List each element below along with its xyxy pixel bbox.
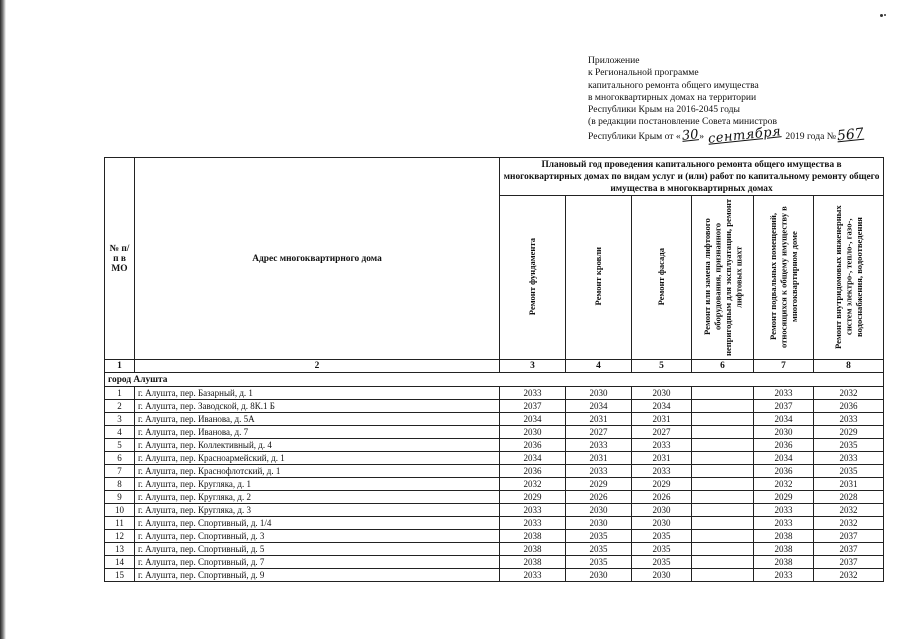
elevator-year-cell xyxy=(692,439,754,452)
basement-year-cell: 2029 xyxy=(754,491,814,504)
row-number-cell: 15 xyxy=(105,569,135,582)
basement-year-cell: 2038 xyxy=(754,543,814,556)
address-cell: г. Алушта, пер. Кругляка, д. 3 xyxy=(135,504,500,517)
column-number-row xyxy=(105,360,884,373)
roof-year-cell: 2033 xyxy=(566,439,632,452)
row-number-cell: 9 xyxy=(105,491,135,504)
roof-year-cell: 2031 xyxy=(566,413,632,426)
column-header-label: Ремонт фасада xyxy=(656,247,667,306)
elevator-year-cell xyxy=(692,387,754,400)
table-row xyxy=(105,569,884,582)
column-header-elevator xyxy=(692,196,754,360)
row-number-cell: 6 xyxy=(105,452,135,465)
column-number: 4 xyxy=(566,360,632,373)
elevator-year-cell xyxy=(692,400,754,413)
header-signature-line xyxy=(588,123,865,147)
table-row xyxy=(105,556,884,569)
engineering-year-cell: 2037 xyxy=(814,556,884,569)
row-number-cell: 2 xyxy=(105,400,135,413)
address-cell: г. Алушта, пер. Краснофлотский, д. 1 xyxy=(135,465,500,478)
address-cell: г. Алушта, пер. Иванова, д. 7 xyxy=(135,426,500,439)
foundation-year-cell: 2036 xyxy=(500,439,566,452)
foundation-year-cell: 2030 xyxy=(500,426,566,439)
roof-year-cell: 2027 xyxy=(566,426,632,439)
plan-year-header: Плановый год проведения капитального ремонта общего имущества в многоквартирных домах по видам услуг и (или) работ по капитальному ремонту общего имущества в многоквартирных домах xyxy=(500,158,884,196)
column-header-label: Ремонт фундамента xyxy=(527,237,538,316)
facade-year-cell: 2034 xyxy=(632,400,692,413)
header-line: капитального ремонта общего имущества xyxy=(588,79,759,91)
column-header-label: Ремонт внутридомовых инженерных систем электро-, тепло-, газо-, водоснабжения, водоотведения xyxy=(832,204,864,349)
address-cell: г. Алушта, пер. Спортивный, д. 7 xyxy=(135,556,500,569)
facade-year-cell: 2030 xyxy=(632,569,692,582)
facade-year-cell: 2033 xyxy=(632,439,692,452)
facade-year-cell: 2031 xyxy=(632,413,692,426)
column-number: 2 xyxy=(135,360,500,373)
row-number-cell: 8 xyxy=(105,478,135,491)
header-line: Республики Крым на 2016-2045 годы xyxy=(588,104,740,116)
roof-year-cell: 2026 xyxy=(566,491,632,504)
table-row xyxy=(105,387,884,400)
table-row xyxy=(105,504,884,517)
elevator-year-cell xyxy=(692,478,754,491)
facade-year-cell: 2035 xyxy=(632,543,692,556)
address-cell: г. Алушта, пер. Кругляка, д. 1 xyxy=(135,478,500,491)
header-line-suffix: 2019 года № xyxy=(785,130,836,142)
engineering-year-cell: 2029 xyxy=(814,426,884,439)
engineering-year-cell: 2037 xyxy=(814,530,884,543)
elevator-year-cell xyxy=(692,530,754,543)
column-number: 7 xyxy=(754,360,814,373)
table-row xyxy=(105,530,884,543)
address-cell: г. Алушта, пер. Коллективный, д. 4 xyxy=(135,439,500,452)
row-number-cell: 10 xyxy=(105,504,135,517)
table-row xyxy=(105,439,884,452)
column-number: 5 xyxy=(632,360,692,373)
address-cell: г. Алушта, пер. Кругляка, д. 2 xyxy=(135,491,500,504)
column-number: 1 xyxy=(105,360,135,373)
address-cell: г. Алушта, пер. Базарный, д. 1 xyxy=(135,387,500,400)
column-header-address: Адрес многоквартирного дома xyxy=(135,158,500,360)
facade-year-cell: 2031 xyxy=(632,452,692,465)
engineering-year-cell: 2032 xyxy=(814,387,884,400)
roof-year-cell: 2035 xyxy=(566,530,632,543)
address-cell: г. Алушта, пер. Спортивный, д. 1/4 xyxy=(135,517,500,530)
scan-speck xyxy=(880,14,883,17)
elevator-year-cell xyxy=(692,543,754,556)
foundation-year-cell: 2034 xyxy=(500,413,566,426)
roof-year-cell: 2035 xyxy=(566,556,632,569)
handwritten-number: 567 xyxy=(836,125,865,145)
engineering-year-cell: 2035 xyxy=(814,465,884,478)
address-cell: г. Алушта, пер. Заводской, д. 8К.1 Б xyxy=(135,400,500,413)
column-header-number: № п/п в МО xyxy=(105,158,135,360)
address-cell: г. Алушта, пер. Спортивный, д. 5 xyxy=(135,543,500,556)
foundation-year-cell: 2038 xyxy=(500,530,566,543)
row-number-cell: 4 xyxy=(105,426,135,439)
facade-year-cell: 2026 xyxy=(632,491,692,504)
basement-year-cell: 2032 xyxy=(754,478,814,491)
engineering-year-cell: 2033 xyxy=(814,452,884,465)
facade-year-cell: 2035 xyxy=(632,530,692,543)
table-row xyxy=(105,491,884,504)
basement-year-cell: 2033 xyxy=(754,387,814,400)
foundation-year-cell: 2037 xyxy=(500,400,566,413)
table-row xyxy=(105,478,884,491)
table-row xyxy=(105,426,884,439)
column-number: 3 xyxy=(500,360,566,373)
row-number-cell: 5 xyxy=(105,439,135,452)
roof-year-cell: 2033 xyxy=(566,465,632,478)
column-header-label: Ремонт или замена лифтового оборудования, признанного непригодным для эксплуатации, ремонт лифтовых шахт xyxy=(701,197,743,356)
table-row xyxy=(105,543,884,556)
column-header-label: Ремонт подвальных помещений, относящихся к общему имуществу в многоквартирном доме xyxy=(767,205,799,348)
roof-year-cell: 2034 xyxy=(566,400,632,413)
elevator-year-cell xyxy=(692,465,754,478)
elevator-year-cell xyxy=(692,504,754,517)
engineering-year-cell: 2035 xyxy=(814,439,884,452)
engineering-year-cell: 2036 xyxy=(814,400,884,413)
foundation-year-cell: 2032 xyxy=(500,478,566,491)
roof-year-cell: 2035 xyxy=(566,543,632,556)
column-number: 6 xyxy=(692,360,754,373)
basement-year-cell: 2034 xyxy=(754,413,814,426)
foundation-year-cell: 2034 xyxy=(500,452,566,465)
facade-year-cell: 2030 xyxy=(632,387,692,400)
foundation-year-cell: 2038 xyxy=(500,543,566,556)
roof-year-cell: 2030 xyxy=(566,517,632,530)
address-cell: г. Алушта, пер. Иванова, д. 5А xyxy=(135,413,500,426)
elevator-year-cell xyxy=(692,426,754,439)
column-header-basement xyxy=(754,196,814,360)
foundation-year-cell: 2033 xyxy=(500,569,566,582)
foundation-year-cell: 2029 xyxy=(500,491,566,504)
basement-year-cell: 2030 xyxy=(754,426,814,439)
table-row xyxy=(105,400,884,413)
engineering-year-cell: 2037 xyxy=(814,543,884,556)
header-line: к Региональной программе xyxy=(588,67,699,79)
table-row xyxy=(105,465,884,478)
elevator-year-cell xyxy=(692,569,754,582)
appendix-header xyxy=(588,55,865,147)
elevator-year-cell xyxy=(692,491,754,504)
facade-year-cell: 2035 xyxy=(632,556,692,569)
row-number-cell: 3 xyxy=(105,413,135,426)
row-number-cell: 14 xyxy=(105,556,135,569)
engineering-year-cell: 2031 xyxy=(814,478,884,491)
column-number: 8 xyxy=(814,360,884,373)
basement-year-cell: 2033 xyxy=(754,569,814,582)
basement-year-cell: 2038 xyxy=(754,556,814,569)
facade-year-cell: 2030 xyxy=(632,504,692,517)
row-number-cell: 13 xyxy=(105,543,135,556)
column-header-facade xyxy=(632,196,692,360)
roof-year-cell: 2030 xyxy=(566,387,632,400)
scan-edge xyxy=(0,0,6,639)
table-row xyxy=(105,452,884,465)
engineering-year-cell: 2032 xyxy=(814,517,884,530)
facade-year-cell: 2029 xyxy=(632,478,692,491)
facade-year-cell: 2030 xyxy=(632,517,692,530)
basement-year-cell: 2037 xyxy=(754,400,814,413)
elevator-year-cell xyxy=(692,556,754,569)
table-row xyxy=(105,413,884,426)
row-number-cell: 7 xyxy=(105,465,135,478)
header-line: Приложение xyxy=(588,55,640,66)
roof-year-cell: 2031 xyxy=(566,452,632,465)
elevator-year-cell xyxy=(692,452,754,465)
column-header-label: Ремонт кровли xyxy=(593,247,604,306)
group-row xyxy=(105,373,884,387)
address-cell: г. Алушта, пер. Спортивный, д. 3 xyxy=(135,530,500,543)
handwritten-month: сентября xyxy=(707,123,782,147)
foundation-year-cell: 2036 xyxy=(500,465,566,478)
row-number-cell: 1 xyxy=(105,387,135,400)
header-line-prefix: Республики Крым от « xyxy=(588,130,681,142)
facade-year-cell: 2033 xyxy=(632,465,692,478)
engineering-year-cell: 2032 xyxy=(814,569,884,582)
table-row xyxy=(105,517,884,530)
address-cell: г. Алушта, пер. Красноармейский, д. 1 xyxy=(135,452,500,465)
engineering-year-cell: 2032 xyxy=(814,504,884,517)
roof-year-cell: 2030 xyxy=(566,504,632,517)
group-title: город Алушта xyxy=(105,373,884,387)
scan-speck xyxy=(884,14,886,16)
facade-year-cell: 2027 xyxy=(632,426,692,439)
row-number-cell: 11 xyxy=(105,517,135,530)
foundation-year-cell: 2033 xyxy=(500,517,566,530)
roof-year-cell: 2029 xyxy=(566,478,632,491)
basement-year-cell: 2036 xyxy=(754,439,814,452)
elevator-year-cell xyxy=(692,413,754,426)
basement-year-cell: 2033 xyxy=(754,504,814,517)
repair-schedule-table xyxy=(104,157,884,582)
foundation-year-cell: 2038 xyxy=(500,556,566,569)
column-header-foundation xyxy=(500,196,566,360)
column-header-engineering xyxy=(814,196,884,360)
column-header-roof xyxy=(566,196,632,360)
basement-year-cell: 2033 xyxy=(754,517,814,530)
roof-year-cell: 2030 xyxy=(566,569,632,582)
row-number-cell: 12 xyxy=(105,530,135,543)
header-line-mid: » xyxy=(699,130,705,142)
basement-year-cell: 2036 xyxy=(754,465,814,478)
header-line: (в редакции постановление Совета министров xyxy=(588,116,778,128)
address-cell: г. Алушта, пер. Спортивный, д. 9 xyxy=(135,569,500,582)
handwritten-day: 30 xyxy=(680,126,699,144)
header-line: в многоквартирных домах на территории xyxy=(588,91,757,103)
engineering-year-cell: 2033 xyxy=(814,413,884,426)
basement-year-cell: 2038 xyxy=(754,530,814,543)
foundation-year-cell: 2033 xyxy=(500,504,566,517)
basement-year-cell: 2034 xyxy=(754,452,814,465)
elevator-year-cell xyxy=(692,517,754,530)
foundation-year-cell: 2033 xyxy=(500,387,566,400)
engineering-year-cell: 2028 xyxy=(814,491,884,504)
